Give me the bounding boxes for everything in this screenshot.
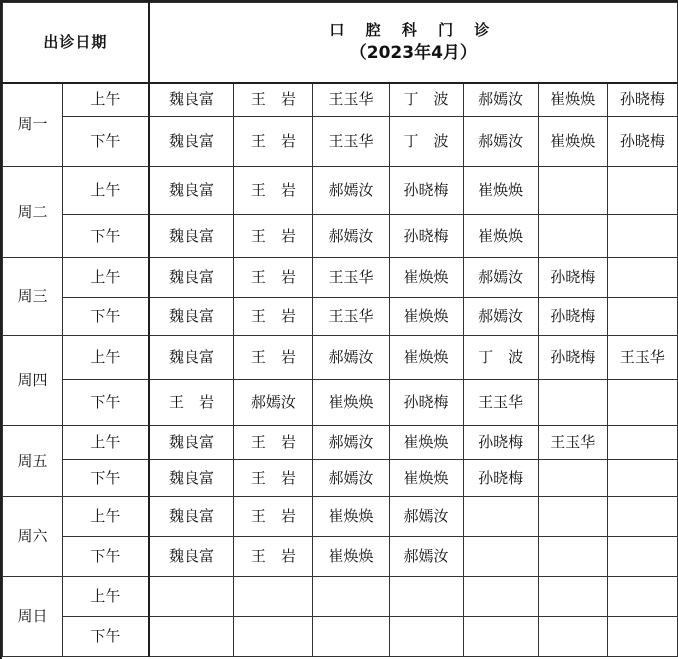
- doctor-cell: 郝嫣汝: [313, 460, 389, 497]
- doctor-cell: 孙晓梅: [389, 380, 463, 426]
- doctor-cell: [463, 577, 538, 617]
- doctor-cell: 王玉华: [313, 298, 389, 336]
- doctor-cell: 王玉华: [313, 83, 389, 117]
- doctor-cell: 郝嫣汝: [463, 298, 538, 336]
- doctor-cell: 孙晓梅: [389, 167, 463, 215]
- session-label: 上午: [63, 336, 149, 380]
- schedule-row: [3, 83, 678, 117]
- day-label: 周二: [3, 167, 63, 258]
- doctor-cell: 孙晓梅: [463, 426, 538, 460]
- session-label: 下午: [63, 617, 149, 657]
- doctor-cell: 孙晓梅: [389, 215, 463, 258]
- day-label: 周四: [3, 336, 63, 426]
- doctor-cell: [607, 426, 677, 460]
- doctor-cell: 王 岩: [234, 215, 313, 258]
- doctor-cell: 孙晓梅: [538, 336, 607, 380]
- doctor-cell: 崔焕焕: [389, 258, 463, 298]
- doctor-cell: [149, 617, 234, 657]
- doctor-cell: [607, 617, 677, 657]
- doctor-cell: 王 岩: [234, 167, 313, 215]
- schedule-row: [3, 117, 678, 167]
- doctor-cell: 王玉华: [313, 258, 389, 298]
- doctor-cell: [538, 215, 607, 258]
- session-label: 上午: [63, 426, 149, 460]
- schedule-row: [3, 380, 678, 426]
- doctor-cell: [538, 460, 607, 497]
- doctor-cell: 王玉华: [313, 117, 389, 167]
- schedule-row: [3, 426, 678, 460]
- doctor-cell: 王 岩: [234, 258, 313, 298]
- doctor-cell: 魏良富: [149, 426, 234, 460]
- date-label: 出诊日期: [3, 3, 149, 83]
- schedule-row: [3, 497, 678, 537]
- doctor-cell: 孙晓梅: [463, 460, 538, 497]
- doctor-cell: 王 岩: [234, 426, 313, 460]
- doctor-cell: [538, 537, 607, 577]
- clinic-schedule-table: [2, 2, 678, 657]
- doctor-cell: [149, 577, 234, 617]
- schedule-row: [3, 258, 678, 298]
- doctor-cell: 王 岩: [234, 537, 313, 577]
- doctor-cell: [234, 577, 313, 617]
- day-label: 周五: [3, 426, 63, 497]
- doctor-cell: 郝嫣汝: [313, 336, 389, 380]
- doctor-cell: 崔焕焕: [313, 497, 389, 537]
- doctor-cell: 郝嫣汝: [389, 537, 463, 577]
- doctor-cell: [313, 577, 389, 617]
- doctor-cell: 郝嫣汝: [463, 83, 538, 117]
- page-title: [149, 3, 678, 83]
- session-label: 下午: [63, 117, 149, 167]
- schedule-row: [3, 215, 678, 258]
- doctor-cell: [607, 577, 677, 617]
- doctor-cell: 崔焕焕: [538, 83, 607, 117]
- doctor-cell: 崔焕焕: [463, 215, 538, 258]
- doctor-cell: 王 岩: [234, 83, 313, 117]
- doctor-cell: 魏良富: [149, 336, 234, 380]
- day-label: 周六: [3, 497, 63, 577]
- doctor-cell: 魏良富: [149, 83, 234, 117]
- doctor-cell: [607, 258, 677, 298]
- doctor-cell: 王 岩: [234, 497, 313, 537]
- day-label: 周三: [3, 258, 63, 336]
- schedule-row: [3, 617, 678, 657]
- schedule-row: [3, 577, 678, 617]
- doctor-cell: 王玉华: [463, 380, 538, 426]
- session-label: 上午: [63, 497, 149, 537]
- doctor-cell: [538, 497, 607, 537]
- doctor-cell: [463, 617, 538, 657]
- doctor-cell: 王玉华: [607, 336, 677, 380]
- doctor-cell: 郝嫣汝: [389, 497, 463, 537]
- doctor-cell: [389, 577, 463, 617]
- doctor-cell: [463, 537, 538, 577]
- schedule-body: [3, 3, 678, 657]
- doctor-cell: 丁 波: [389, 83, 463, 117]
- doctor-cell: [463, 497, 538, 537]
- session-label: 下午: [63, 215, 149, 258]
- schedule-row: [3, 336, 678, 380]
- doctor-cell: 郝嫣汝: [234, 380, 313, 426]
- doctor-cell: 魏良富: [149, 258, 234, 298]
- doctor-cell: 王 岩: [149, 380, 234, 426]
- doctor-cell: [607, 380, 677, 426]
- schedule-row: [3, 460, 678, 497]
- doctor-cell: 郝嫣汝: [313, 426, 389, 460]
- doctor-cell: 郝嫣汝: [313, 215, 389, 258]
- doctor-cell: 崔焕焕: [389, 460, 463, 497]
- doctor-cell: 崔焕焕: [313, 537, 389, 577]
- doctor-cell: 郝嫣汝: [313, 167, 389, 215]
- day-label: 周日: [3, 577, 63, 657]
- doctor-cell: 郝嫣汝: [463, 258, 538, 298]
- doctor-cell: 丁 波: [389, 117, 463, 167]
- doctor-cell: [607, 215, 677, 258]
- doctor-cell: 郝嫣汝: [463, 117, 538, 167]
- doctor-cell: 魏良富: [149, 167, 234, 215]
- doctor-cell: [607, 497, 677, 537]
- session-label: 上午: [63, 258, 149, 298]
- doctor-cell: [607, 537, 677, 577]
- doctor-cell: 王 岩: [234, 298, 313, 336]
- doctor-cell: [538, 577, 607, 617]
- doctor-cell: [389, 617, 463, 657]
- doctor-cell: 王 岩: [234, 460, 313, 497]
- header-row: [3, 3, 678, 83]
- schedule-row: [3, 167, 678, 215]
- day-label: 周一: [3, 83, 63, 167]
- title-text: 口 腔 科 门 诊: [329, 20, 498, 39]
- doctor-cell: 魏良富: [149, 298, 234, 336]
- doctor-cell: 崔焕焕: [463, 167, 538, 215]
- doctor-cell: 崔焕焕: [389, 426, 463, 460]
- doctor-cell: 孙晓梅: [538, 298, 607, 336]
- session-label: 下午: [63, 380, 149, 426]
- subtitle-text: （2023年4月）: [349, 42, 477, 63]
- doctor-cell: 魏良富: [149, 497, 234, 537]
- doctor-cell: 崔焕焕: [389, 336, 463, 380]
- doctor-cell: 王 岩: [234, 117, 313, 167]
- doctor-cell: [313, 617, 389, 657]
- doctor-cell: 丁 波: [463, 336, 538, 380]
- doctor-cell: 孙晓梅: [607, 117, 677, 167]
- doctor-cell: [607, 460, 677, 497]
- doctor-cell: [538, 167, 607, 215]
- schedule-row: [3, 537, 678, 577]
- doctor-cell: 魏良富: [149, 537, 234, 577]
- doctor-cell: 崔焕焕: [538, 117, 607, 167]
- doctor-cell: [607, 167, 677, 215]
- doctor-cell: [234, 617, 313, 657]
- doctor-cell: 崔焕焕: [389, 298, 463, 336]
- doctor-cell: 崔焕焕: [313, 380, 389, 426]
- session-label: 下午: [63, 298, 149, 336]
- session-label: 上午: [63, 83, 149, 117]
- session-label: 下午: [63, 460, 149, 497]
- schedule-row: [3, 298, 678, 336]
- doctor-cell: [538, 380, 607, 426]
- doctor-cell: 孙晓梅: [607, 83, 677, 117]
- doctor-cell: [538, 617, 607, 657]
- doctor-cell: 魏良富: [149, 460, 234, 497]
- doctor-cell: [607, 298, 677, 336]
- session-label: 下午: [63, 537, 149, 577]
- doctor-cell: 王 岩: [234, 336, 313, 380]
- doctor-cell: 魏良富: [149, 117, 234, 167]
- doctor-cell: 孙晓梅: [538, 258, 607, 298]
- doctor-cell: 魏良富: [149, 215, 234, 258]
- session-label: 上午: [63, 167, 149, 215]
- session-label: 上午: [63, 577, 149, 617]
- doctor-cell: 王玉华: [538, 426, 607, 460]
